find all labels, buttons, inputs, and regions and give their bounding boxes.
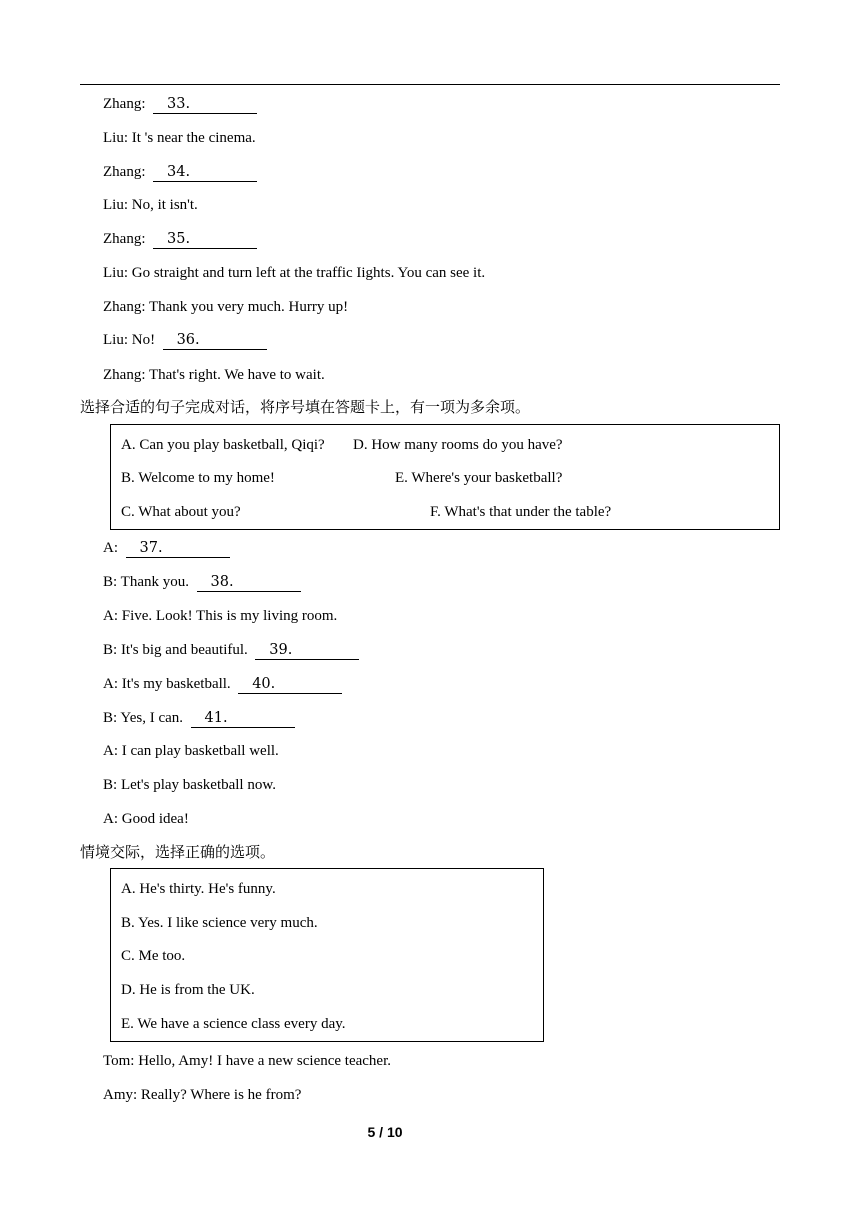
dialogue-text: Thank you. [120,574,189,590]
speaker: B: [103,574,118,590]
dialogue-line [103,572,301,592]
option-item: E. Where's your basketball? [395,470,563,486]
dialogue-line [103,1085,301,1105]
dialogue-line [103,809,189,829]
dialogue-line [103,1051,391,1071]
answer-blank[interactable]: 36. [163,332,267,350]
dialogue-line [103,263,485,283]
speaker: Zhang: [103,367,146,383]
dialogue-line [103,195,198,215]
dialogue-line [103,330,267,350]
speaker: Tom: [103,1053,135,1069]
speaker: Liu: [103,130,128,146]
answer-blank[interactable]: 35. [153,231,257,249]
dialogue-text: Thank you very much. Hurry up! [148,299,349,315]
dialogue-text: Five. Look! This is my living room. [121,608,338,624]
dialogue-line [103,229,257,249]
speaker: Zhang: [103,164,146,180]
dialogue-text: Let's play basketball now. [120,777,276,793]
dialogue-text: I can play basketball well. [121,743,279,759]
answer-blank[interactable]: 33. [153,96,257,114]
option-item: B. Yes. I like science very much. [121,915,318,931]
dialogue-line [103,708,295,728]
dialogue-line [103,775,276,795]
dialogue-line [103,606,337,626]
dialogue-text: No, it isn't. [131,197,198,213]
option-item: B. Welcome to my home! [121,470,275,486]
dialogue-text: That's right. We have to wait. [148,367,325,383]
option-item: A. He's thirty. He's funny. [121,881,276,897]
dialogue-line [103,297,348,317]
page-number: 5 / 10 [367,1124,403,1140]
speaker: B: [103,777,118,793]
option-item: F. What's that under the table? [430,504,612,520]
option-item: D. He is from the UK. [121,982,255,998]
header-rule [80,84,780,85]
dialogue-line [103,640,359,660]
dialogue-text: No! [131,332,156,348]
answer-blank[interactable]: 39. [255,642,359,660]
option-item: D. How many rooms do you have? [353,437,563,453]
dialogue-text: It's my basketball. [121,676,231,692]
dialogue-text: Hello, Amy! I have a new science teacher. [138,1053,392,1069]
speaker: B: [103,710,118,726]
option-item: A. Can you play basketball, Qiqi? [121,437,325,453]
answer-blank[interactable]: 37. [126,540,230,558]
option-item: C. What about you? [121,504,241,520]
speaker: Zhang: [103,299,146,315]
dialogue-line [103,128,256,148]
dialogue-text: It 's near the cinema. [131,130,256,146]
dialogue-text: Go straight and turn left at the traffic Iights. You can see it. [131,265,486,281]
speaker: A: [103,540,118,556]
speaker: Zhang: [103,231,146,247]
option-item: E. We have a science class every day. [121,1016,346,1032]
dialogue-line [103,365,325,385]
dialogue-line [103,674,342,694]
speaker: B: [103,642,118,658]
section-instruction: 情境交际，选择正确的选项。 [80,843,276,861]
speaker: A: [103,676,118,692]
speaker: Liu: [103,332,128,348]
speaker: Zhang: [103,96,146,112]
speaker: Liu: [103,197,128,213]
answer-blank[interactable]: 41. [191,710,295,728]
dialogue-line [103,162,257,182]
answer-blank[interactable]: 40. [238,676,342,694]
dialogue-text: Really? Where is he from? [140,1087,302,1103]
answer-blank[interactable]: 34. [153,164,257,182]
option-item: C. Me too. [121,948,186,964]
speaker: A: [103,608,118,624]
speaker: Liu: [103,265,128,281]
dialogue-text: Yes, I can. [120,710,184,726]
section-instruction: 选择合适的句子完成对话，将序号填在答题卡上，有一项为多余项。 [80,398,531,416]
speaker: Amy: [103,1087,138,1103]
dialogue-line [103,538,230,558]
dialogue-text: Good idea! [121,811,189,827]
dialogue-text: It's big and beautiful. [120,642,248,658]
speaker: A: [103,811,118,827]
speaker: A: [103,743,118,759]
answer-blank[interactable]: 38. [197,574,301,592]
dialogue-line [103,741,279,761]
dialogue-line [103,94,257,114]
